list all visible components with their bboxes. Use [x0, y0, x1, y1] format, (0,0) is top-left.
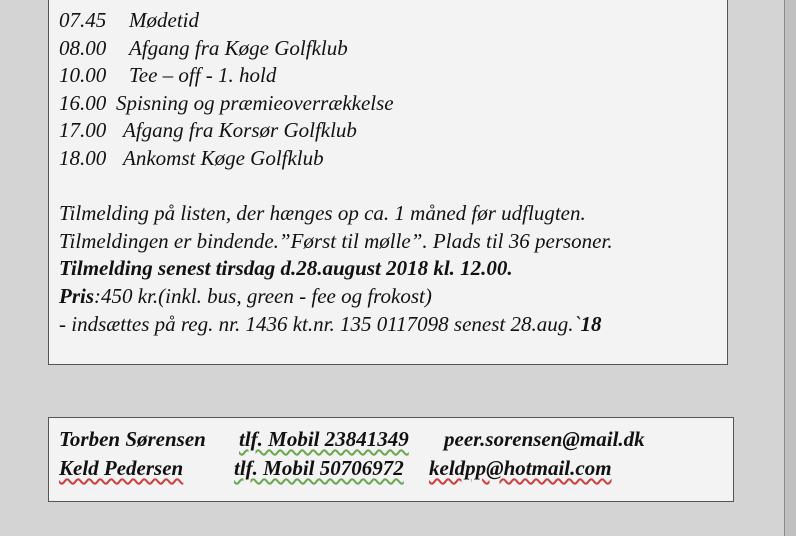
contact-row	[59, 455, 612, 481]
schedule-event: Afgang fra Køge Golfklub	[129, 36, 348, 60]
schedule-event: Mødetid	[129, 8, 199, 32]
schedule-row	[59, 145, 324, 171]
contact-email[interactable]: keldpp@hotmail.com	[429, 456, 612, 480]
payment-text: - indsættes på reg. nr. 1436 kt.nr. 135 0117098 senest 28.aug.`	[59, 312, 581, 336]
schedule-event: Tee – off - 1. hold	[129, 63, 277, 87]
price-label: Pris	[59, 284, 95, 308]
contact-phone: tlf. Mobil 23841349	[239, 427, 409, 451]
schedule-event: Ankomst Køge Golfklub	[123, 146, 324, 170]
schedule-time: 16.00	[59, 91, 107, 115]
schedule-row	[59, 90, 394, 116]
payment-line	[59, 311, 601, 337]
registration-deadline: Tilmelding senest tirsdag d.28.august 2018 kl. 12.00.	[59, 256, 513, 280]
contacts-box	[48, 417, 734, 502]
contact-row	[59, 426, 645, 452]
schedule-row	[59, 35, 348, 61]
price-text: :450 kr.(inkl. bus, green - fee og frokost)	[94, 284, 432, 308]
schedule-event: Afgang fra Korsør Golfklub	[123, 118, 357, 142]
payment-year: 18	[580, 312, 602, 336]
schedule-row	[59, 62, 276, 88]
schedule-event: Spisning og præmieoverrækkelse	[116, 91, 394, 115]
window-frame-edge	[784, 0, 796, 536]
schedule-time: 18.00	[59, 146, 107, 170]
schedule-time: 07.45	[59, 8, 107, 32]
schedule-row	[59, 117, 357, 143]
price-line	[59, 283, 432, 309]
schedule-time: 10.00	[59, 63, 107, 87]
registration-binding-line: Tilmeldingen er bindende.”Først til mølle”. Plads til 36 personer.	[59, 229, 613, 253]
contact-name: Keld Pedersen	[59, 456, 184, 480]
contact-email[interactable]: peer.sorensen@mail.dk	[444, 427, 645, 451]
schedule-time: 17.00	[59, 118, 107, 142]
schedule-row	[59, 7, 199, 33]
contact-phone: tlf. Mobil 50706972	[234, 456, 404, 480]
schedule-box	[48, 0, 728, 365]
contact-name: Torben Sørensen	[59, 427, 206, 451]
schedule-time: 08.00	[59, 36, 107, 60]
registration-info-line: Tilmelding på listen, der hænges op ca. 1 måned før udflugten.	[59, 201, 586, 225]
